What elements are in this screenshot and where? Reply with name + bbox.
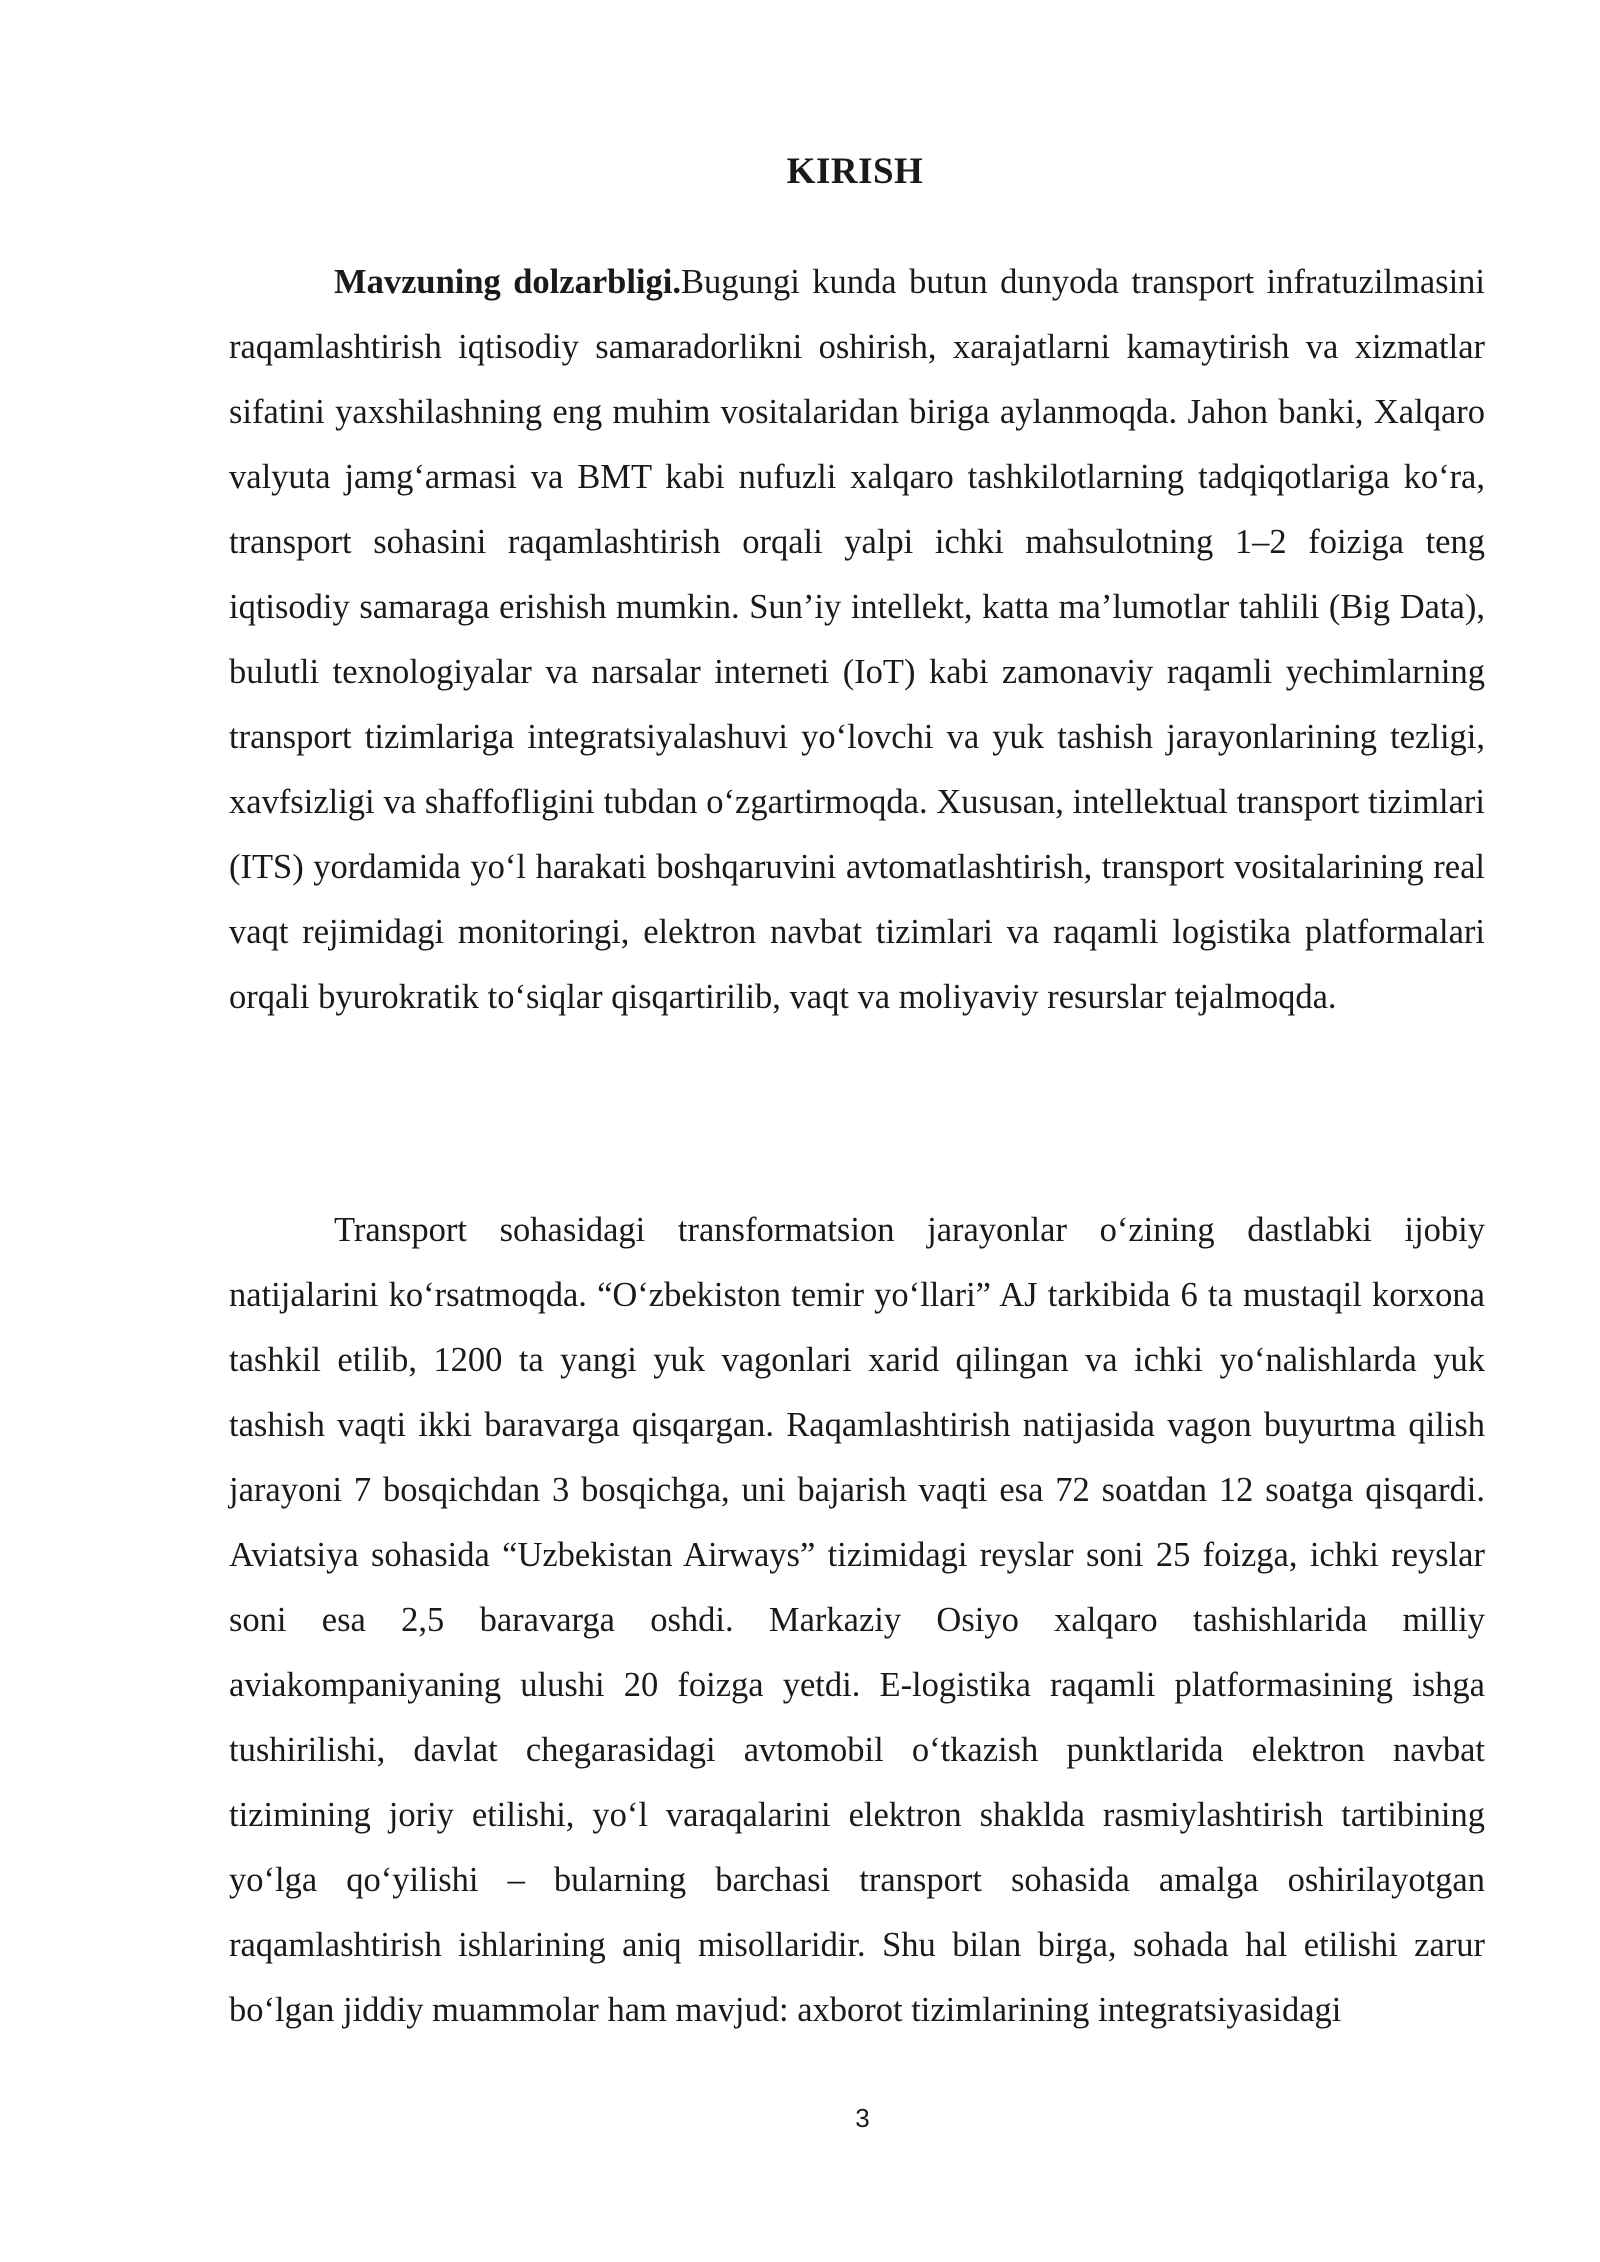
page-title: KIRISH <box>786 151 924 192</box>
paragraph-text <box>229 250 1485 1030</box>
paragraph-relevance <box>229 250 1485 1030</box>
paragraph-body: Transport sohasidagi transformatsion jarayonlar o‘zining dastlabki ijobiy natijalarini ko‘rsatmoqda. “O‘zbekiston temir yo‘llari” AJ tarkibida 6 ta mustaqil korxona tashkil etilib, 1200 ta yangi yuk vagonlari xarid qilingan va ichki yo‘nalishlarda yuk tashish vaqti ikki baravarga qisqargan. Raqamlashtirish natijasida vagon buyurtma qilish jarayoni 7 bosqichdan 3 bosqichga, uni bajarish vaqti esa 72 soatdan 12 soatga qisqardi. Aviatsiya sohasida “Uzbekistan Airways” tizimidagi reyslar soni 25 foizga, ichki reyslar soni esa 2,5 baravarga oshdi. Markaziy Osiyo xalqaro tashishlarida milliy aviakompaniyaning ulushi 20 foizga yetdi. E-logistika raqamli platformasining ishga tushirilishi, davlat chegarasidagi avtomobil o‘tkazish punktlarida elektron navbat tizimining joriy etilishi, yo‘l varaqalarini elektron shaklda rasmiylashtirish tartibining yo‘lga qo‘yilishi – bularning barchasi transport sohasida amalga oshirilayotgan raqamlashtirish ishlarining aniq misollaridir. Shu bilan birga, sohada hal etilishi zarur bo‘lgan jiddiy muammolar ham mavjud: axborot tizimlarining integratsiyasidagi <box>229 1211 1485 2029</box>
paragraph-body: Bugungi kunda butun dunyoda transport infratuzilmasini raqamlashtirish iqtisodiy samaradorlikni oshirish, xarajatlarni kamaytirish va xizmatlar sifatini yaxshilashning eng muhim vositalaridan biriga aylanmoqda. Jahon banki, Xalqaro valyuta jamg‘armasi va BMT kabi nufuzli xalqaro tashkilotlarning tadqiqotlariga ko‘ra, transport sohasini raqamlashtirish orqali yalpi ichki mahsulotning 1–2 foiziga teng iqtisodiy samaraga erishish mumkin. Sun’iy intellekt, katta ma’lumotlar tahlili (Big Data), bulutli texnologiyalar va narsalar interneti (IoT) kabi zamonaviy raqamli yechimlarning transport tizimlariga integratsiyalashuvi yo‘lovchi va yuk tashish jarayonlarining tezligi, xavfsizligi va shaffofligini tubdan o‘zgartirmoqda. Xususan, intellektual transport tizimlari (ITS) yordamida yo‘l harakati boshqaruvini avtomatlashtirish, transport vositalarining real vaqt rejimidagi monitoringi, elektron navbat tizimlari va raqamli logistika platformalari orqali byurokratik to‘siqlar qisqartirilib, vaqt va moliyaviy resurslar tejalmoqda. <box>229 263 1485 1016</box>
paragraph-transformation <box>229 1198 1485 2043</box>
paragraph-text <box>229 1198 1485 2043</box>
paragraph-lead: Mavzuning dolzarbligi. <box>334 263 681 301</box>
page-number: 3 <box>855 2103 870 2133</box>
